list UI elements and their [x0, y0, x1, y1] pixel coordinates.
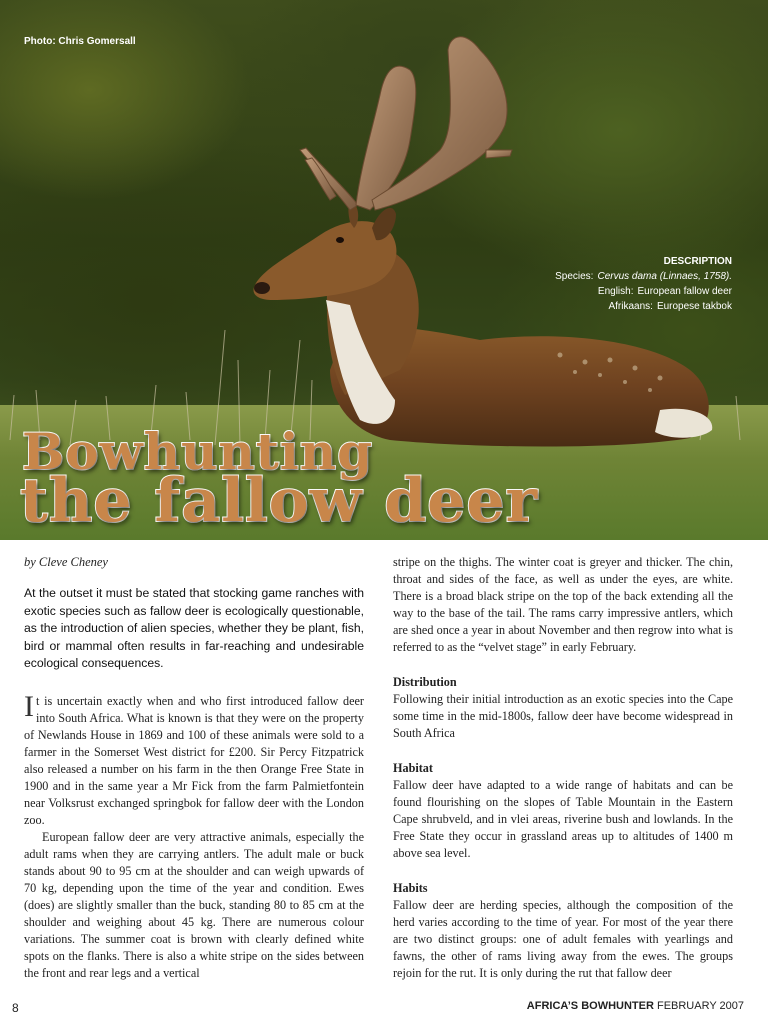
species-value: Cervus dama (Linnaes, 1758). [597, 271, 732, 282]
body-paragraph: stripe on the thighs. The winter coat is greyer and thicker. The chin, throat and sides of the face, as well as under the eyes, are white. There is a broad black stripe on the top of the back extending all the way to the base of the tail. The rams carry impressive antlers, which are shed once a year in about November and then regrow into what is referred to as the “velvet stage” in early February. [393, 555, 733, 654]
afrikaans-value: Europese takbok [656, 301, 732, 312]
article-title-line-2: the fallow deer [20, 466, 539, 536]
right-column [393, 554, 733, 982]
article-title-line-1: Bowhunting [22, 422, 374, 481]
intro-paragraph: At the outset it must be stated that stocking game ranches with exotic species such as fallow deer is ecologically questionable, as the introduction of alien species, whether they be plant, fish, bird or mammal often results in far-reaching and undesirable ecological consequences. [24, 586, 364, 670]
english-value: European fallow deer [637, 286, 732, 297]
afrikaans-label: Afrikaans: [608, 301, 653, 312]
left-column [24, 554, 364, 982]
body-paragraph: Fallow deer have adapted to a wide range of habitats and can be found flourishing on the slopes of Table Mountain in the Eastern Cape shrubveld, and in vlei areas, riverine bush and lowlands. In the Free State they occur in grassland areas up to altitudes of 1400 m above sea level. [393, 778, 733, 860]
section-heading-distribution: Distribution [393, 675, 457, 689]
magazine-name: AFRICA’S BOWHUNTER [526, 1000, 654, 1012]
paragraph-text: t is uncertain exactly when and who first introduced fallow deer into South Africa. What is known is that they were on the property of Newlands House in 1869 and 100 of these animals were sold to a farmer in the Somerset West district for £200. Sir Percy Fitzpatrick also released a number on his farm in the then Orange Free State in 1900 and in the same year a Mr Fick from the farm Palmietfontein near Volksrust exchanged springbok for fallow deer with the London zoo. [24, 693, 364, 827]
photo-credit: Photo: Chris Gomersall [24, 36, 136, 47]
drop-cap: I [24, 689, 34, 723]
species-row [555, 269, 732, 284]
byline: by Cleve Cheney [24, 555, 108, 569]
body-paragraph: European fallow deer are very attractive animals, especially the adult rams when they are carrying antlers. The adult male or buck stands about 90 to 95 cm at the shoulder and can weigh upwards of 70 kg, depending upon the time of the year and condition. Ewes (does) are slightly smaller than the buck, standing 80 to 85 cm at the shoulder and weighing about 45 kg. There are numerous colour variations. The summer coat is brown with clearly defined white spots on the flanks. There is also a white stripe on the sides between the front and rear legs and a vertical [24, 829, 364, 980]
section-heading-habits: Habits [393, 881, 428, 895]
species-label: Species: [555, 271, 594, 282]
description-heading: DESCRIPTION [663, 256, 732, 267]
body-paragraph [24, 689, 364, 829]
section-heading-habitat: Habitat [393, 761, 433, 775]
issue-date: FEBRUARY 2007 [656, 1000, 744, 1012]
running-footer [527, 1000, 744, 1012]
page-number: 8 [12, 1001, 19, 1015]
species-description [555, 254, 732, 314]
body-paragraph: Following their initial introduction as an exotic species into the Cape some time in the mid-1800s, fallow deer have become widespread in South Africa [393, 692, 733, 740]
body-paragraph: Fallow deer are herding species, although the composition of the herd varies according to the time of year. For most of the year there are two distinct groups: one of adult females with yearlings and fawns, the other of rams living away from the ewes. The groups rejoin for the rut. It is only during the rut that fallow deer [393, 898, 733, 980]
english-label: English: [597, 286, 634, 297]
afrikaans-name-row [555, 299, 732, 314]
english-name-row [555, 284, 732, 299]
